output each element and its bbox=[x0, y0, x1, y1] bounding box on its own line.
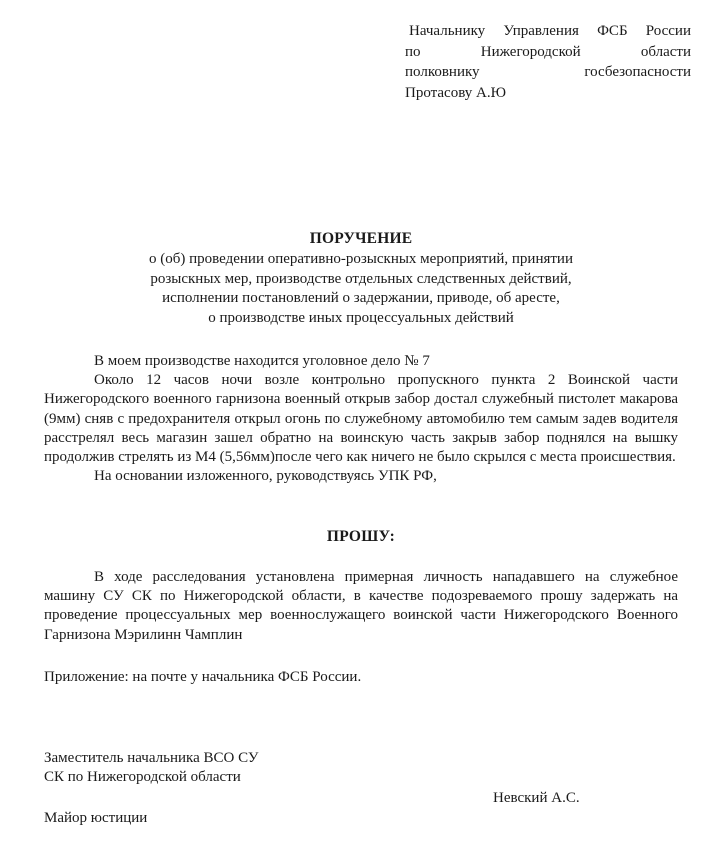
body-paragraph-incident: Около 12 часов ночи возле контрольно пропускного пункта 2 Воинской части Нижегородского военного гарнизона военный открыв забор достал служебный пистолет макарова (9мм) сняв с предохранителя открыл огонь по служебному автомобилю тем самым задев водителя расстрелял весь магазин зашел обратно на воинскую часть закрыв забор поднялся на вышку продолжив стрелять из М4 (5,56мм)после чего как ничего не было скрылся с места происшествия. bbox=[44, 372, 678, 466]
body-paragraph-legal-basis: На основании изложенного, руководствуясь УПК РФ, bbox=[94, 468, 437, 485]
signature-block bbox=[44, 749, 678, 787]
request-body-block bbox=[44, 568, 678, 645]
signature-position-line-2: СК по Нижегородской области bbox=[44, 769, 241, 785]
signature-position-line-1: Заместитель начальника ВСО СУ bbox=[44, 750, 259, 766]
title-block bbox=[44, 228, 678, 328]
addressee-line-4: Протасову А.Ю bbox=[405, 84, 507, 101]
signature-name: Невский А.С. bbox=[493, 790, 580, 806]
request-paragraph-suspect: В ходе расследования установлена примерная личность нападавшего на служебное машину СУ СК по Нижегородской области, в качестве подозреваемого прошу задержать на проведение процессуальных мер военнослужащего воинской части Нижегородского Военного Гарнизона Мэрилинн Чамплин bbox=[44, 569, 678, 643]
subtitle-line-1: о (об) проведении оперативно-розыскных мероприятий, принятии bbox=[149, 251, 573, 267]
body-paragraph-case-number: В моем производстве находится уголовное дело № 7 bbox=[94, 353, 430, 369]
attachment-line: Приложение: на почте у начальника ФСБ России. bbox=[44, 669, 362, 685]
addressee-line-1: Начальнику Управления ФСБ России bbox=[409, 23, 691, 39]
body-block bbox=[44, 352, 678, 486]
addressee-line-2: по Нижегородской области bbox=[405, 43, 691, 60]
document-subtitle bbox=[44, 250, 678, 328]
request-heading: ПРОШУ: bbox=[326, 528, 396, 545]
signature-rank: Майор юстиции bbox=[44, 810, 148, 826]
subtitle-line-4: о производстве иных процессуальных действий bbox=[208, 309, 514, 326]
addressee-line-3: полковнику госбезопасности bbox=[405, 64, 691, 80]
subtitle-line-3: исполнении постановлений о задержании, приводе, об аресте, bbox=[162, 290, 560, 306]
addressee-block bbox=[405, 21, 691, 103]
document-title: ПОРУЧЕНИЕ bbox=[309, 230, 413, 247]
subtitle-line-2: розыскных мер, производстве отдельных следственных действий, bbox=[150, 270, 572, 287]
